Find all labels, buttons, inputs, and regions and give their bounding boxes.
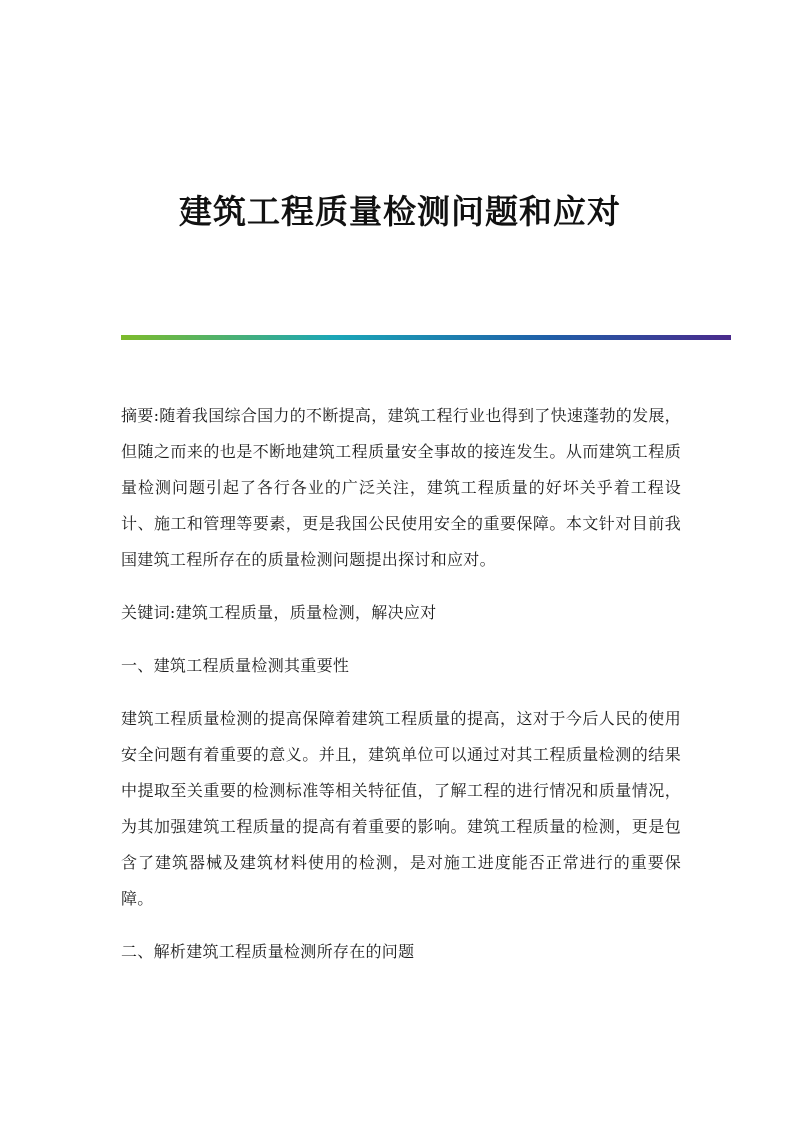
document-body bbox=[121, 398, 681, 987]
section-heading-2: 二、解析建筑工程质量检测所存在的问题 bbox=[121, 942, 415, 961]
section-1-paragraph: 建筑工程质量检测的提高保障着建筑工程质量的提高，这对于今后人民的使用安全问题有着重要的意义。并且，建筑单位可以通过对其工程质量检测的结果中提取至关重要的检测标准等相关特征值，了解工程的进行情况和质量情况，为其加强建筑工程质量的提高有着重要的影响。建筑工程质量的检测，更是包含了建筑器械及建筑材料使用的检测，是对施工进度能否正常进行的重要保障。 bbox=[121, 709, 681, 908]
section-heading-1: 一、建筑工程质量检测其重要性 bbox=[121, 656, 350, 675]
abstract-paragraph: 摘要:随着我国综合国力的不断提高，建筑工程行业也得到了快速蓬勃的发展，但随之而来的也是不断地建筑工程质量安全事故的接连发生。从而建筑工程质量检测问题引起了各行各业的广泛关注，建筑工程质量的好坏关乎着工程设计、施工和管理等要素，更是我国公民使用安全的重要保障。本文针对目前我国建筑工程所存在的质量检测问题提出探讨和应对。 bbox=[121, 406, 681, 569]
document-title: 建筑工程质量检测问题和应对 bbox=[179, 192, 621, 231]
title-divider bbox=[121, 335, 731, 340]
keywords-line: 关键词:建筑工程质量，质量检测，解决应对 bbox=[121, 603, 437, 622]
